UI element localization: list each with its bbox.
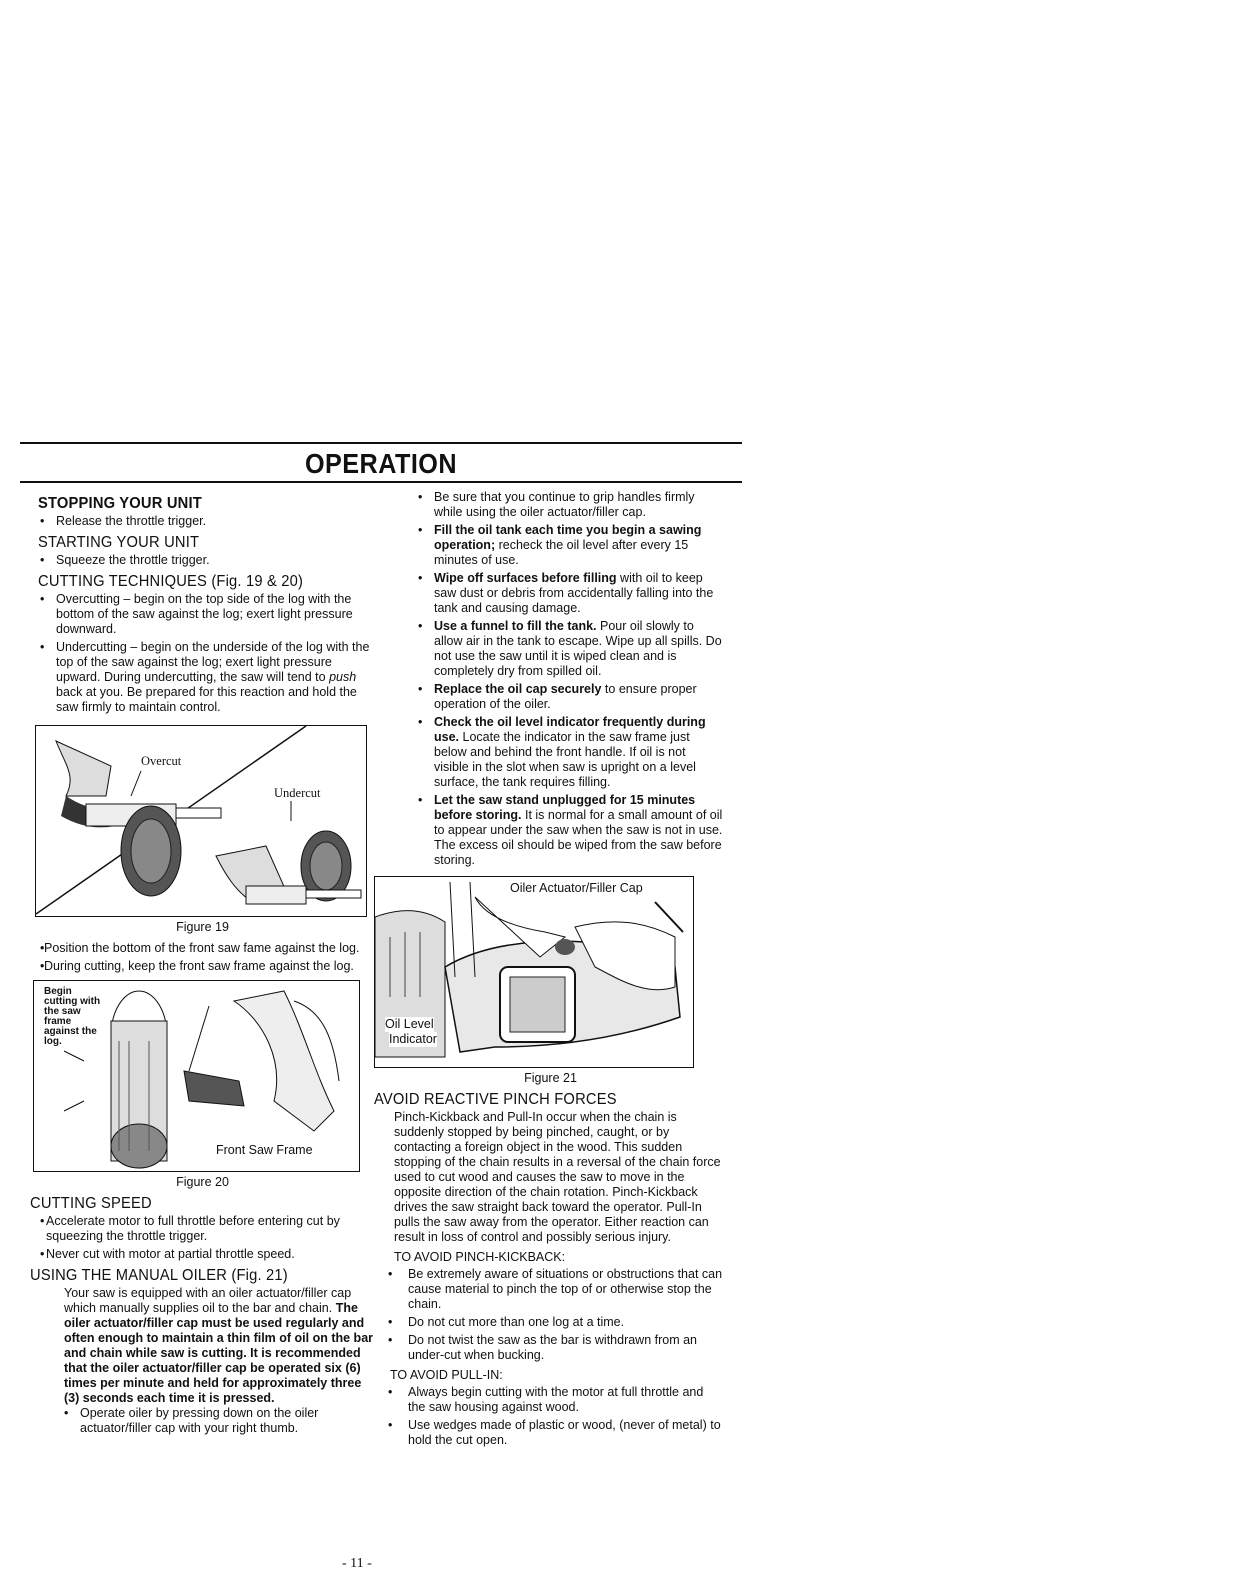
- list-item: • Use wedges made of plastic or wood, (never of metal) to hold the cut open.: [378, 1418, 723, 1448]
- starting-list: [30, 553, 375, 568]
- tip-text: Locate the indicator in the saw frame just below and behind the front handle. If oil is not visible in the slot when saw is upright on a level surface, the tank requires filling.: [434, 730, 696, 789]
- kickback-heading: TO AVOID PINCH-KICKBACK:: [394, 1250, 566, 1264]
- right-column: [374, 490, 723, 1451]
- oiler-intro-bold: The oiler actuator/filler cap must be used regularly and often enough to maintain a thin film of oil on the bar and chain while saw is cutting. It is recommended that the oiler actuator/filler cap be operated six (6) times per minute and held for approximately three (3) seconds each time it is pressed.: [64, 1301, 374, 1405]
- list-item: • Be extremely aware of situations or obstructions that can cause material to pinch the top of or otherwise stop the chain.: [378, 1267, 723, 1312]
- stopping-list: [30, 514, 375, 529]
- label-indicator: Indicator: [389, 1032, 437, 1046]
- cutting-speed-list: [30, 1214, 375, 1262]
- oiler-tips-list: [408, 490, 723, 868]
- tip-text: Be sure that you continue to grip handles firmly while using the oiler actuator/filler cap.: [434, 490, 695, 519]
- tip-bold: Wipe off surfaces before filling: [434, 571, 617, 585]
- list-item: • Position the bottom of the front saw fame against the log.: [30, 941, 375, 956]
- pinch-heading: AVOID REACTIVE PINCH FORCES: [374, 1091, 617, 1108]
- label-oil-level: Oil Level: [385, 1017, 434, 1031]
- list-item: • During cutting, keep the front saw frame against the log.: [30, 959, 375, 974]
- undercut-text: Undercutting – begin on the underside of the log with the top of the saw against the log; exert light pressure upward. During undercutting, the saw will tend to: [56, 640, 370, 684]
- cutting-techniques-heading: CUTTING TECHNIQUES (Fig. 19 & 20): [38, 573, 304, 590]
- header-rule-bottom: [20, 481, 742, 483]
- list-item: [408, 571, 723, 616]
- oiler-intro: Your saw is equipped with an oiler actuator/filler cap which manually supplies oil to the bar and chain.: [64, 1286, 352, 1315]
- figure-19-illustration: [36, 726, 366, 916]
- undercut-text-end: back at you. Be prepared for this reaction and hold the saw firmly to maintain control.: [56, 685, 357, 714]
- label-undercut: Undercut: [274, 786, 321, 800]
- list-item: [408, 490, 723, 520]
- manual-oiler-heading: USING THE MANUAL OILER (Fig. 21): [30, 1267, 288, 1284]
- list-item: • Squeeze the throttle trigger.: [30, 553, 375, 568]
- manual-oiler-list: [54, 1406, 375, 1436]
- list-item: • Never cut with motor at partial throttle speed.: [30, 1247, 375, 1262]
- tip-text: to ensure proper operation of the oiler.: [434, 682, 697, 711]
- list-item: [408, 619, 723, 679]
- tip-text: It is normal for a small amount of oil to appear under the saw when the saw is not in use. The excess oil should be wiped from the saw before storing.: [434, 808, 723, 867]
- label-front-saw-frame: Front Saw Frame: [216, 1143, 313, 1157]
- list-item: • Release the throttle trigger.: [30, 514, 375, 529]
- stopping-heading: STOPPING YOUR UNIT: [38, 495, 202, 512]
- list-item: • Always begin cutting with the motor at full throttle and the saw housing against wood.: [378, 1385, 723, 1415]
- list-item: • Do not twist the saw as the bar is withdrawn from an under-cut when bucking.: [378, 1333, 723, 1363]
- manual-oiler-paragraph: [30, 1286, 375, 1406]
- figure-19-caption: Figure 19: [176, 920, 229, 934]
- pinch-paragraph: Pinch-Kickback and Pull-In occur when the chain is suddenly stopped by being pinched, caught, or by contacting a foreign object in the wood. This sudden stopping of the chain results in a reversal of the chain force used to cut wood and causes the saw to move in the opposite direction of the chain rotation. Pinch-Kickback drives the saw straight back toward the operator. Pull-In pulls the saw away from the operator. Either reaction can result in loss of control and possibly serious injury.: [394, 1110, 721, 1244]
- tip-bold: Let the saw stand unplugged for 15 minutes before storing.: [434, 793, 696, 822]
- page-number: - 11 -: [342, 1556, 372, 1571]
- figure-20-caption: Figure 20: [176, 1175, 229, 1189]
- figure-20: [33, 980, 360, 1172]
- list-item: [408, 793, 723, 868]
- label-overcut: Overcut: [141, 754, 182, 768]
- pullin-list: [378, 1385, 723, 1448]
- figure-19: [35, 725, 367, 917]
- left-column: [30, 490, 375, 1439]
- kickback-list: [378, 1267, 723, 1363]
- tip-bold: Replace the oil cap securely: [434, 682, 602, 696]
- list-item: • Overcutting – begin on the top side of the log with the bottom of the saw against the log; exert light pressure downward.: [30, 592, 375, 637]
- list-item: • Operate oiler by pressing down on the oiler actuator/filler cap with your right thumb.: [54, 1406, 375, 1436]
- tip-text: recheck the oil level after every 15 minutes of use.: [434, 538, 689, 567]
- cutting-techniques-list: [30, 592, 375, 715]
- page-title: OPERATION: [304, 448, 457, 479]
- starting-heading: STARTING YOUR UNIT: [38, 534, 200, 551]
- list-item: [408, 682, 723, 712]
- figure-21-caption: Figure 21: [524, 1071, 577, 1085]
- list-item: [408, 523, 723, 568]
- pullin-heading: TO AVOID PULL-IN:: [390, 1368, 503, 1382]
- tip-text: Pour oil slowly to allow air in the tank to escape. Wipe up all spills. Do not use the saw until it is wiped clean and is completely dry from spilled oil.: [434, 619, 722, 678]
- list-item: [30, 640, 375, 715]
- figure-21: [374, 876, 694, 1068]
- list-item: [408, 715, 723, 790]
- list-item: • Accelerate motor to full throttle before entering cut by squeezing the throttle trigger.: [30, 1214, 375, 1244]
- label-begin-cutting: Begin cutting with the saw frame against the log.: [44, 986, 101, 1047]
- tip-bold: Check the oil level indicator frequently during use.: [434, 715, 706, 744]
- tip-text: with oil to keep saw dust or debris from accidentally falling into the tank and causing damage.: [434, 571, 714, 615]
- tip-bold: Fill the oil tank each time you begin a sawing operation;: [434, 523, 702, 552]
- frame-list: [30, 941, 375, 974]
- list-item: • Do not cut more than one log at a time.: [378, 1315, 723, 1330]
- cutting-speed-heading: CUTTING SPEED: [30, 1195, 152, 1212]
- header-rule-top: [20, 442, 742, 444]
- tip-bold: Use a funnel to fill the tank.: [434, 619, 597, 633]
- push-emphasis: push: [329, 670, 357, 684]
- label-oiler-cap: Oiler Actuator/Filler Cap: [510, 881, 643, 895]
